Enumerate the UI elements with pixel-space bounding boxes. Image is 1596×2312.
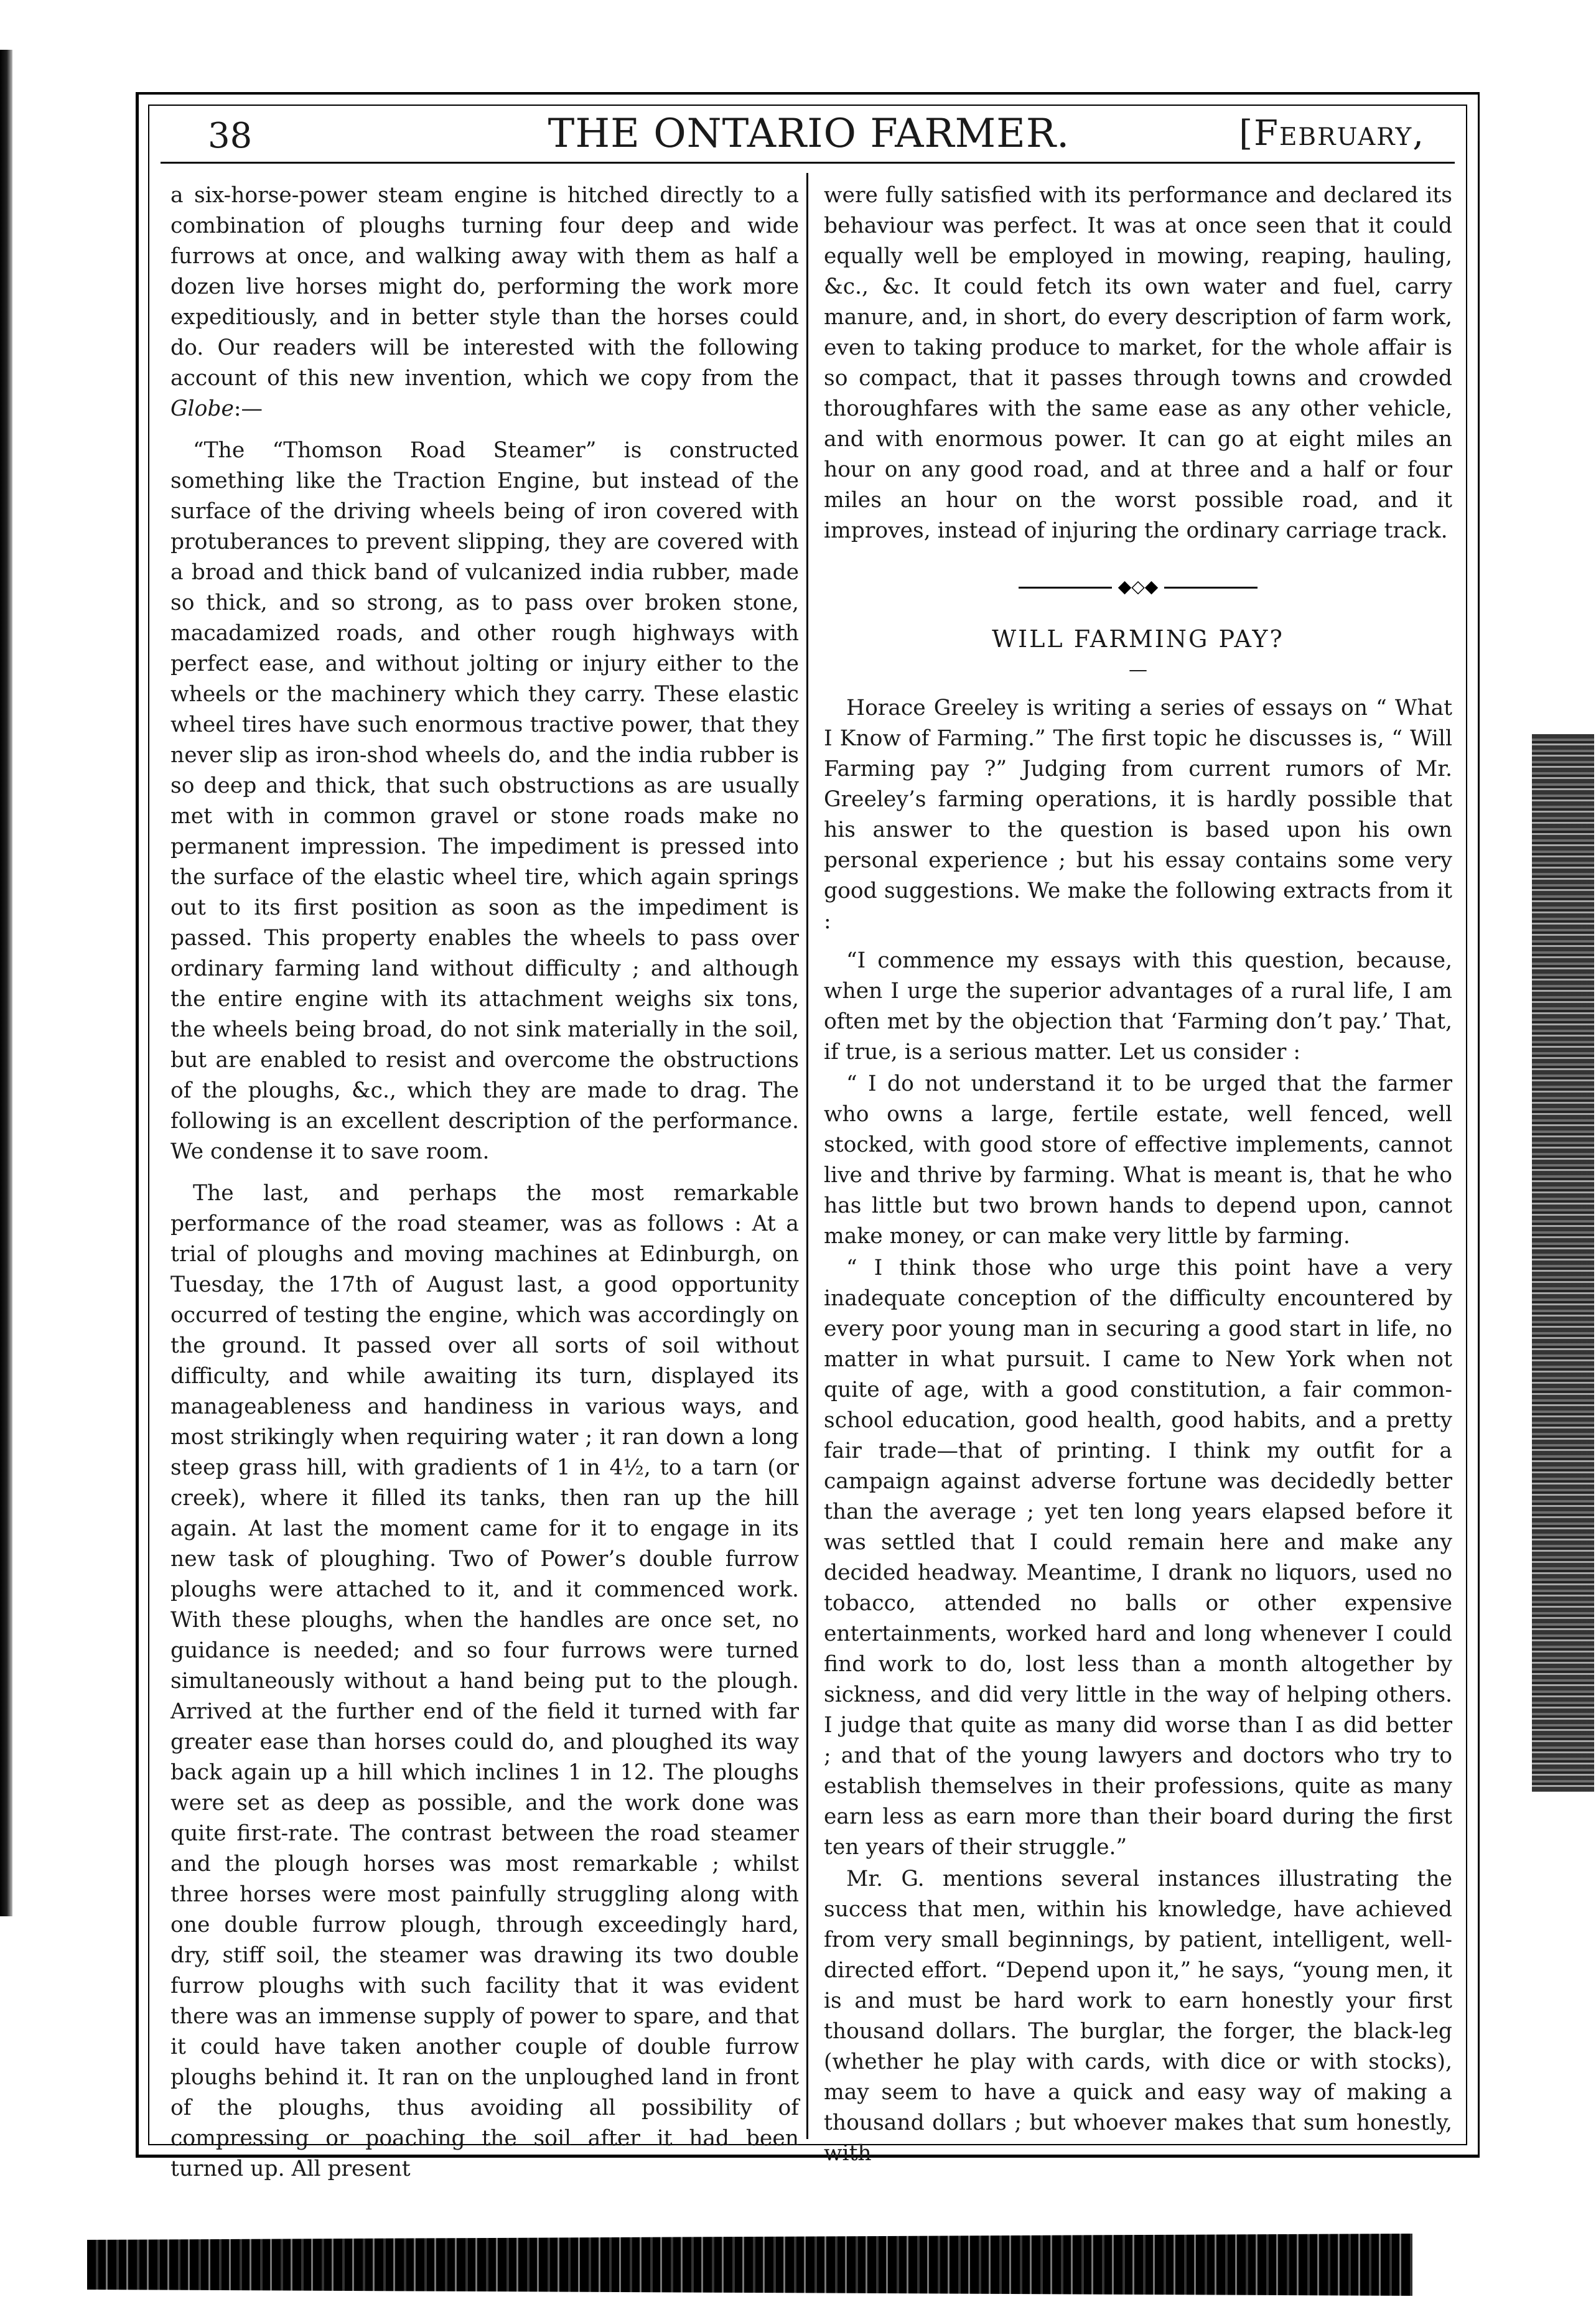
source-name: Globe — [170, 396, 234, 421]
scan-bottom-shadow — [87, 2234, 1412, 2296]
paragraph: a six-horse-power steam engine is hitched directly to a combination of ploughs turning four deep and wide furrows at once, and walking away with them as half a dozen live horses might do, performing the work more expeditiously, and in better style than the horses could do. Our readers will be interested with the following account of this new invention, which we copy from the Globe:— — [170, 183, 799, 421]
column-divider — [806, 173, 808, 2139]
paragraph: Horace Greeley is writing a series of essays on “ What I Know of Farming.” The first topic he discusses is, “ Will Farming pay ?” Judging from current rumors of Mr. Greeley’s farming operations, it is hardly possible that his answer to the question is based upon his own personal experience ; but his essay contains some very good suggestions. We make the following extracts from it : — [824, 696, 1452, 934]
page-edge-shadow — [1532, 734, 1594, 1792]
paragraph: “I commence my essays with this question, because, when I urge the superior advantages of a rural life, I am often met by the objection that ‘Farming don’t pay.’ That, if true, is a serious matter. Let us consider : — [824, 948, 1452, 1065]
header-rule — [161, 162, 1455, 164]
binding-spine-shadow — [0, 50, 12, 1916]
paragraph: The last, and perhaps the most remarkable performance of the road steamer, was as follows : At a trial of ploughs and moving machines at Edinburgh, on Tuesday, the 17th of August last, a good opportunity occurred of testing the engine, which was accordingly on the ground. It passed over all sorts of soil without difficulty, and while awaiting its turn, displayed its manageableness and handiness in various ways, and most strikingly when requiring water ; it ran down a long steep grass hill, with gradients of 1 in 4½, to a tarn (or creek), where it filled its tanks, then ran up the hill again. At last the moment came for it to engage in its new task of ploughing. Two of Power’s double furrow ploughs were attached to it, and it commenced work. With these ploughs, when the handles are once set, no guidance is needed; and so four furrows were turned simultaneously without a hand being put to the plough. Arrived at the further end of the field it turned with far greater ease than horses could do, and ploughed its way back again up a hill which inclines 1 in 12. The ploughs were set as deep as possible, and the work done was quite first-rate. The contrast between the road steamer and the plough horses was most remarkable ; whilst three horses were most painfully struggling along with one double furrow plough, through exceedingly hard, dry, stiff soil, the steamer was drawing its two double furrow ploughs with such facility that it was evident there was an immense supply of power to spare, and that it could have taken another couple of double furrow ploughs behind it. It ran on the unploughed land in front of the ploughs, thus avoiding all possibility of compressing or poaching the soil after it had been turned up. All present — [170, 1181, 799, 2181]
section-heading: WILL FARMING PAY? — [992, 625, 1284, 653]
page-number: 38 — [208, 116, 253, 156]
section-ornament: ◆◇◆ — [824, 571, 1452, 602]
issue-month: [February, — [1239, 113, 1425, 154]
paragraph: “The “Thomson Road Steamer” is constructed something like the Traction Engine, but instead of the surface of the driving wheels being of iron covered with protuberances to prevent slipping, they are covered with a broad and thick band of vulcanized india rubber, made so thick, and so strong, as to pass over broken stone, macadamized roads, and other rough highways with perfect ease, and without jolting or injury either to the wheels or the machinery which they carry. These elastic wheel tires have such enormous tractive power, that they never slip as iron-shod wheels do, and the india rubber is so deep and thick, that such obstructions as are usually met with in common gravel or stone roads make no permanent impression. The impediment is pressed into the surface of the elastic wheel tire, which again springs out to its first position as soon as the impediment is passed. This property enables the wheels to pass over ordinary farming land without difficulty ; and although the entire engine with its attachment weighs six tons, the wheels being broad, do not sink materially in the soil, but are enabled to resist and overcome the obstructions of the ploughs, &c., which they are made to drag. The following is an excellent description of the performance. We condense it to save room. — [170, 438, 799, 1164]
left-column — [170, 180, 799, 2184]
publication-title: THE ONTARIO FARMER. — [548, 111, 1070, 157]
right-column — [824, 180, 1452, 2169]
paragraph: “ I think those who urge this point have a very inadequate conception of the difficulty encountered by every poor young man in securing a good start in life, no matter in what pursuit. I came to New York when not quite of age, with a good constitution, a fair common-school education, good health, good habits, and a pretty fair trade—that of printing. I think my outfit for a campaign against adverse fortune was decidedly better than the average ; yet ten long years elapsed before it was settled that I could remain here and make any decided headway. Meantime, I drank no liquors, used no tobacco, attended no balls or other expensive entertainments, worked hard and long whenever I could find work to do, lost less than a month altogether by sickness, and did very little in the way of helping others. I judge that quite as many did worse than I as did better ; and that of the young lawyers and doctors who try to establish themselves in their professions, quite as many earn less as earn more than their board during the first ten years of their struggle.” — [824, 1256, 1452, 1860]
running-header — [187, 111, 1431, 161]
paragraph: Mr. G. mentions several instances illustrating the success that men, within his knowledge, have achieved from very small beginnings, by patient, intelligent, well-directed effort. “Depend upon it,” he says, “young men, it is and must be hard work to earn honestly your first thousand dollars. The burglar, the forger, the black-leg (whether he play with cards, with dice or with stocks), may seem to have a quick and easy way of making a thousand dollars ; but whoever makes that sum honestly, with — [824, 1867, 1452, 2166]
paragraph: were fully satisfied with its performance and declared its behaviour was perfect. It was at once seen that it could equally well be employed in mowing, reaping, hauling, &c., &c. It could fetch its own water and fuel, carry manure, and, in short, do every description of farm work, even to taking produce to market, for the whole affair is so compact, that it passes through towns and crowded thoroughfares with the same ease as any other vehicle, and with enormous power. It can go at eight miles an hour on any good road, and at three and a half or four miles an hour on the worst possible road, and it improves, instead of injuring the ordinary carriage track. — [824, 183, 1452, 543]
heading-dash: — — [1129, 659, 1147, 681]
paragraph: “ I do not understand it to be urged that the farmer who owns a large, fertile estate, well fenced, well stocked, with good store of effective implements, cannot live and thrive by farming. What is meant is, that he who has little but two brown hands to depend upon, cannot make money, or can make very little by farming. — [824, 1071, 1452, 1249]
